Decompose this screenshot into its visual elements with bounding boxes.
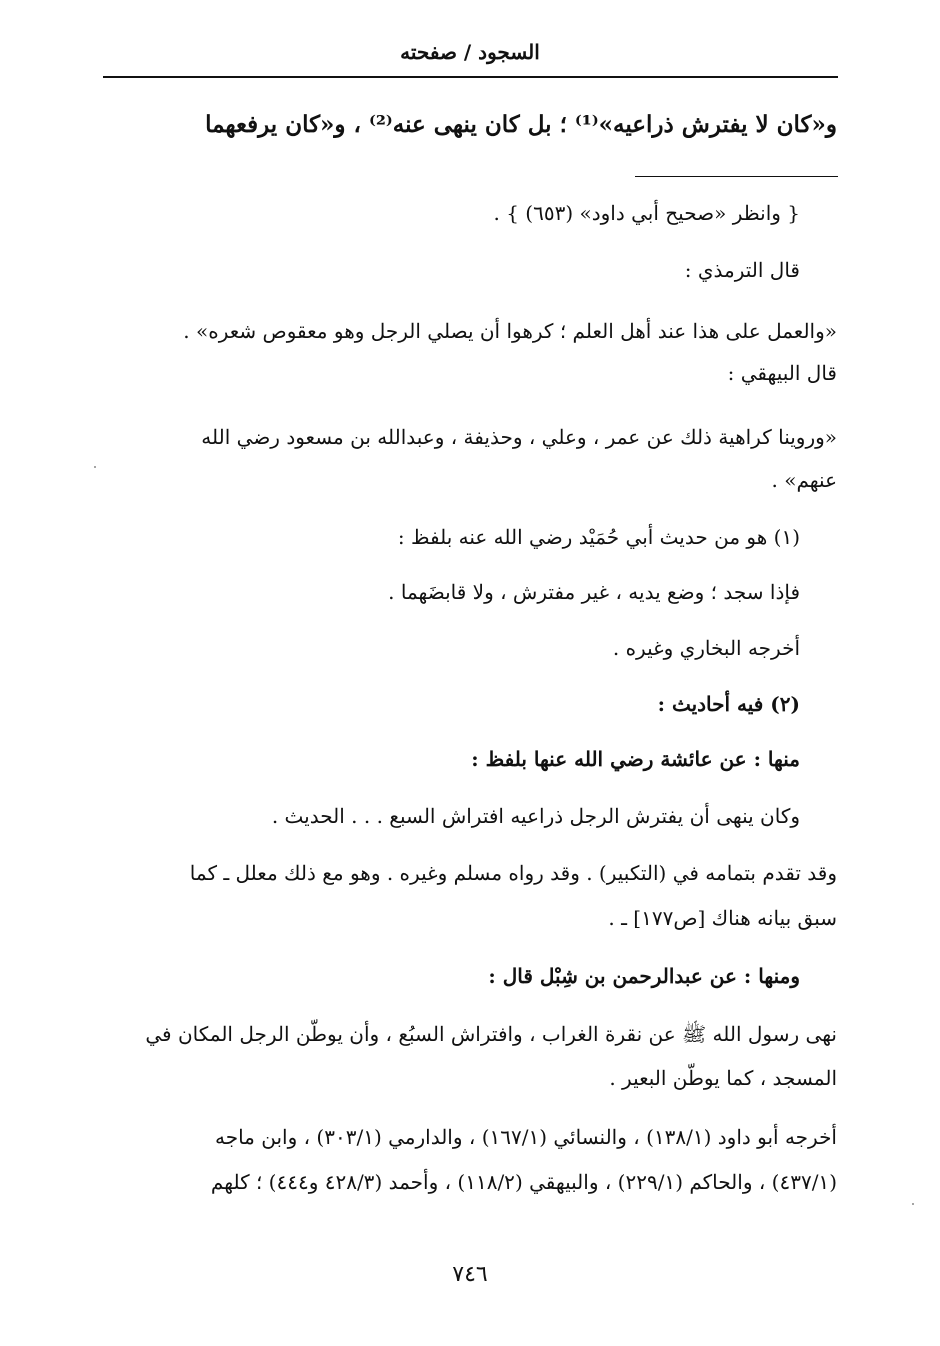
footnote-line: منها : عن عائشة رضي الله عنها بلفظ : [471,747,800,771]
footnote-line: قال البيهقي : [727,361,837,385]
footnote-line: (٢) فيه أحاديث : [657,692,800,716]
footnote-line: أخرجه أبو داود (١٣٨/١) ، والنسائي (١٦٧/١) ، والدارمي (٣٠٣/١) ، وابن ماجه [215,1125,837,1149]
footnote-line: المسجد ، كما يوطّن البعير . [609,1066,837,1090]
scan-speck [94,466,96,468]
footnote-line: وكان ينهى أن يفترش الرجل ذراعيه افتراش السبع . . . الحديث . [271,804,800,828]
footnote-line: ومنها : عن عبدالرحمن بن شِبْل قال : [488,964,800,988]
footnote-line: نهى رسول الله ﷺ عن نقرة الغراب ، وافتراش السبُع ، وأن يوطّن الرجل المكان في [145,1022,837,1046]
footnote-line: أخرجه البخاري وغيره . [612,636,800,660]
footnote-line: { وانظر «صحيح أبي داود» (٦٥٣) } . [493,201,800,225]
footnote-line: «وروينا كراهية ذلك عن عمر ، وعلي ، وحذيفة ، وعبدالله بن مسعود رضي الله [201,425,837,449]
main-text-line: و«كان لا يفترش ذراعيه»⁽¹⁾ ؛ بل كان ينهى عنه⁽²⁾ ، و«كان يرفعهما [205,111,837,138]
page-number: ٧٤٦ [452,1262,488,1287]
footnote-separator [635,176,838,177]
header-rule [103,76,838,78]
footnote-line: سبق بيانه هناك [ص١٧٧] ـ . [608,906,837,930]
footnote-line: «والعمل على هذا عند أهل العلم ؛ كرهوا أن يصلي الرجل وهو معقوص شعره» . [183,319,837,343]
scan-speck [912,1203,914,1205]
footnote-line: (٤٣٧/١) ، والحاكم (٢٢٩/١) ، والبيهقي (١١٨/٢) ، وأحمد (٤٢٨/٣ و٤٤٤) ؛ كلهم [210,1170,837,1194]
footnote-line: وقد تقدم بتمامه في (التكبير) . وقد رواه مسلم وغيره . وهو مع ذلك معلل ـ كما [189,861,837,885]
footnote-line: قال الترمذي : [684,258,800,282]
footnote-line: (١) هو من حديث أبي حُمَيْد رضي الله عنه بلفظ : [397,525,800,549]
footnote-line: فإذا سجد ؛ وضع يديه ، غير مفترش ، ولا قابضَهما . [388,580,800,604]
footnote-line: عنهم» . [771,468,837,492]
running-title: السجود / صفحته [400,40,540,64]
